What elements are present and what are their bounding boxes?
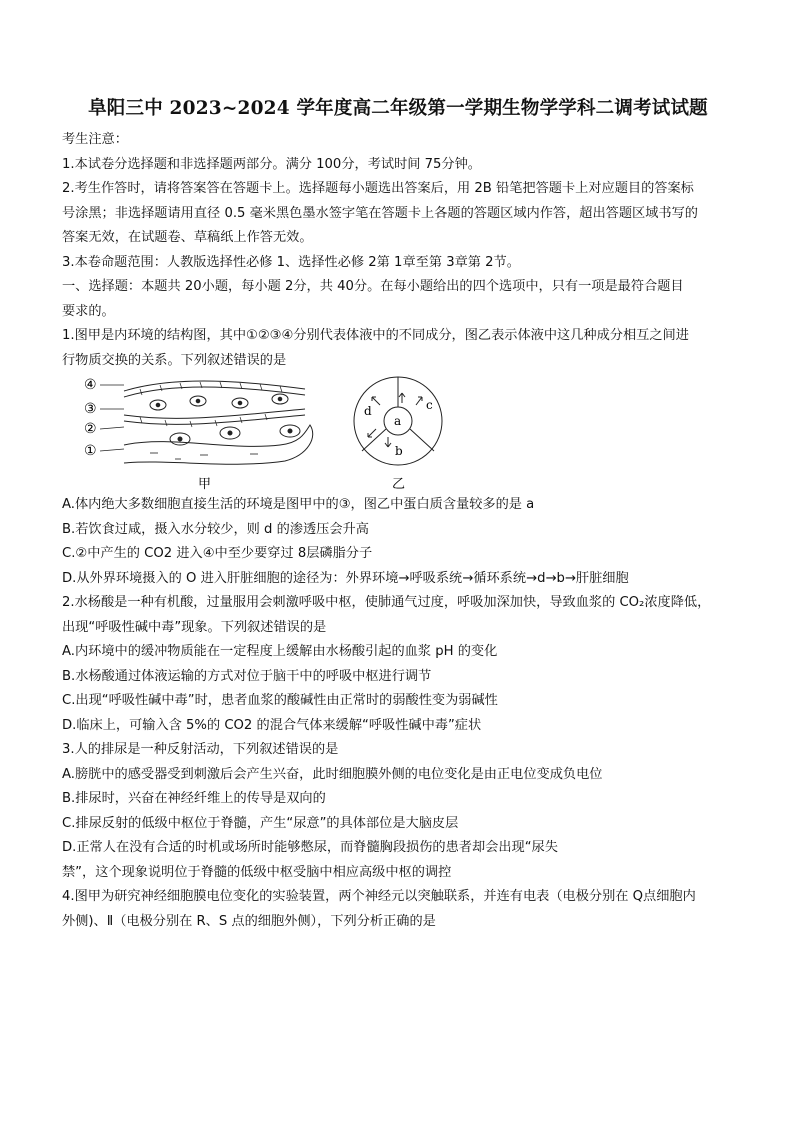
question-3-option-d-cont: 禁”，这个现象说明位于脊髓的低级中枢受脑中相应高级中枢的调控 xyxy=(62,864,452,880)
section-heading: 一、选择题：本题共 20小题，每小题 2分，共 40分。在每小题给出的四个选项中，只有一项是最符合题目 xyxy=(62,279,684,294)
notice-item: 2.考生作答时，请将答案答在答题卡上。选择题每小题选出答案后，用 2B 铅笔把答题卡上对应题目的答案标 xyxy=(62,181,694,196)
question-4-stem: 4.图甲为研究神经细胞膜电位变化的实验装置，两个神经元以突触联系，并连有电表（电极分别在 Q点细胞内 xyxy=(62,889,696,904)
question-4-stem-cont: 外侧)、Ⅱ（电极分别在 R、S 点的细胞外侧），下列分析正确的是 xyxy=(62,913,436,929)
question-1-option-c: C.②中产生的 CO2 进入④中至少要穿过 8层磷脂分子 xyxy=(62,546,373,561)
question-2-option-b: B.水杨酸通过体液运输的方式对位于脑干中的呼吸中枢进行调节 xyxy=(62,668,432,684)
label-b: b xyxy=(395,444,403,458)
exam-title: 阜阳三中 2023~2024 学年度高二年级第一学期生物学学科二调考试试题 xyxy=(88,98,708,119)
question-1-option-b: B.若饮食过咸，摄入水分较少，则 d 的渗透压会升高 xyxy=(62,521,369,537)
label-2: ② xyxy=(84,421,97,437)
label-a: a xyxy=(394,414,402,428)
figure-jia xyxy=(80,375,320,491)
question-2-option-c: C.出现“呼吸性碱中毒”时，患者血浆的酸碱性由正常时的弱酸性变为弱碱性 xyxy=(62,693,498,708)
label-d: d xyxy=(364,404,372,418)
question-3-option-a: A.膀胱中的感受器受到刺激后会产生兴奋，此时细胞膜外侧的电位变化是由正电位变成负电位 xyxy=(62,766,603,782)
caption-yi: 乙 xyxy=(392,477,406,491)
caption-jia: 甲 xyxy=(198,477,212,491)
label-4: ④ xyxy=(84,377,97,393)
question-3-option-b: B.排尿时，兴奋在神经纤维上的传导是双向的 xyxy=(62,791,326,806)
label-c: c xyxy=(426,398,433,412)
notice-item: 答案无效，在试题卷、草稿纸上作答无效。 xyxy=(62,230,313,245)
label-1: ① xyxy=(84,443,97,459)
notice-heading: 考生注意： xyxy=(62,132,128,147)
notice-item: 1.本试卷分选择题和非选择题两部分。满分 100分，考试时间 75分钟。 xyxy=(62,156,481,172)
question-2-stem: 2.水杨酸是一种有机酸，过量服用会刺激呼吸中枢，使肺通气过度，呼吸加深加快，导致血浆的 CO₂浓度降低， xyxy=(62,595,711,610)
question-3-option-c: C.排尿反射的低级中枢位于脊髓，产生“尿意”的具体部位是大脑皮层 xyxy=(62,815,459,831)
section-heading-cont: 要求的。 xyxy=(62,303,115,319)
label-3: ③ xyxy=(84,401,97,417)
question-3-option-d: D.正常人在没有合适的时机或场所时能够憋尿，而脊髓胸段损伤的患者却会出现“尿失 xyxy=(62,840,558,855)
question-3-stem: 3.人的排尿是一种反射活动，下列叙述错误的是 xyxy=(62,742,339,757)
question-1-option-a: A.体内绝大多数细胞直接生活的环境是图甲中的③，图乙中蛋白质含量较多的是 a xyxy=(62,497,535,512)
question-2-stem-cont: 出现“呼吸性碱中毒”现象。下列叙述错误的是 xyxy=(62,619,327,635)
question-2-option-a: A.内环境中的缓冲物质能在一定程度上缓解由水杨酸引起的血浆 pH 的变化 xyxy=(62,644,498,659)
question-1-option-d: D.从外界环境摄入的 O 进入肝脏细胞的途径为：外界环境→呼吸系统→循环系统→d→b→肝脏细胞 xyxy=(62,570,629,586)
figure-yi xyxy=(340,375,460,491)
question-2-option-d: D.临床上，可输入含 5%的 CO2 的混合气体来缓解“呼吸性碱中毒”症状 xyxy=(62,717,482,733)
question-1-figures xyxy=(62,375,734,491)
notice-item: 号涂黑；非选择题请用直径 0.5 毫米黑色墨水签字笔在答题卡上各题的答题区域内作答，超出答题区域书写的 xyxy=(62,205,698,221)
exam-page xyxy=(62,96,734,934)
notice-item: 3.本卷命题范围：人教版选择性必修 1、选择性必修 2第 1章至第 3章第 2节。 xyxy=(62,254,520,270)
question-1-stem: 1.图甲是内环境的结构图，其中①②③④分别代表体液中的不同成分，图乙表示体液中这几种成分相互之间进 xyxy=(62,328,689,343)
question-1-stem-cont: 行物质交换的关系。下列叙述错误的是 xyxy=(62,352,287,368)
